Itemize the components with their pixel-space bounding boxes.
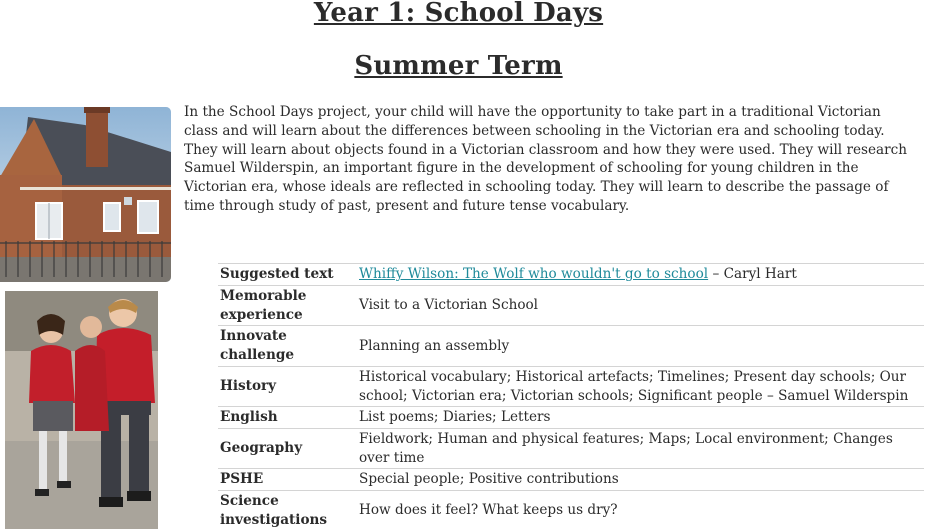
page-subtitle: Summer Term (354, 51, 563, 81)
suggested-text-author: – Caryl Hart (708, 266, 797, 283)
row-value: Planning an assembly (355, 326, 924, 367)
children-running-photo (5, 291, 158, 529)
table-row (218, 491, 924, 531)
row-value: Fieldwork; Human and physical features; Maps; Local environment; Changes over time (355, 429, 924, 469)
row-value: Visit to a Victorian School (355, 286, 924, 326)
table-row (218, 264, 924, 286)
row-label: English (218, 407, 355, 429)
row-label: Innovate challenge (218, 326, 355, 367)
row-label: PSHE (218, 469, 355, 491)
suggested-text-link[interactable]: Whiffy Wilson: The Wolf who wouldn't go to school (359, 266, 709, 283)
table-row (218, 429, 924, 469)
children-illustration (5, 291, 158, 529)
table-row (218, 286, 924, 326)
row-value: How does it feel? What keeps us dry? (355, 491, 924, 531)
school-building-photo (0, 107, 171, 282)
table-row (218, 326, 924, 367)
row-label: Geography (218, 429, 355, 469)
topic-table (218, 263, 924, 531)
page-title: Year 1: School Days (313, 0, 604, 28)
row-value: Historical vocabulary; Historical artefacts; Timelines; Present day schools; Our school; Victorian era; Victorian schools; Significant people – Samuel Wilderspin (355, 367, 924, 407)
table-row (218, 407, 924, 429)
row-label: Memorable experience (218, 286, 355, 326)
intro-paragraph: In the School Days project, your child will have the opportunity to take part in a traditional Victorian class and will learn about the differences between schooling in the Victorian era and schooling today. They will learn about objects found in a Victorian classroom and how they were used. They will research Samuel Wilderspin, an important figure in the development of schooling for young children in the Victorian era, whose ideals are reflected in schooling today. They will learn to describe the passage of time through study of past, present and future tense vocabulary. (184, 104, 907, 214)
row-value (355, 264, 924, 286)
table-row (218, 469, 924, 491)
row-value: List poems; Diaries; Letters (355, 407, 924, 429)
row-label: Suggested text (218, 264, 355, 286)
row-label: Science investigations (218, 491, 355, 531)
row-value: Special people; Positive contributions (355, 469, 924, 491)
table-row (218, 367, 924, 407)
row-label: History (218, 367, 355, 407)
school-building-illustration (0, 107, 171, 282)
